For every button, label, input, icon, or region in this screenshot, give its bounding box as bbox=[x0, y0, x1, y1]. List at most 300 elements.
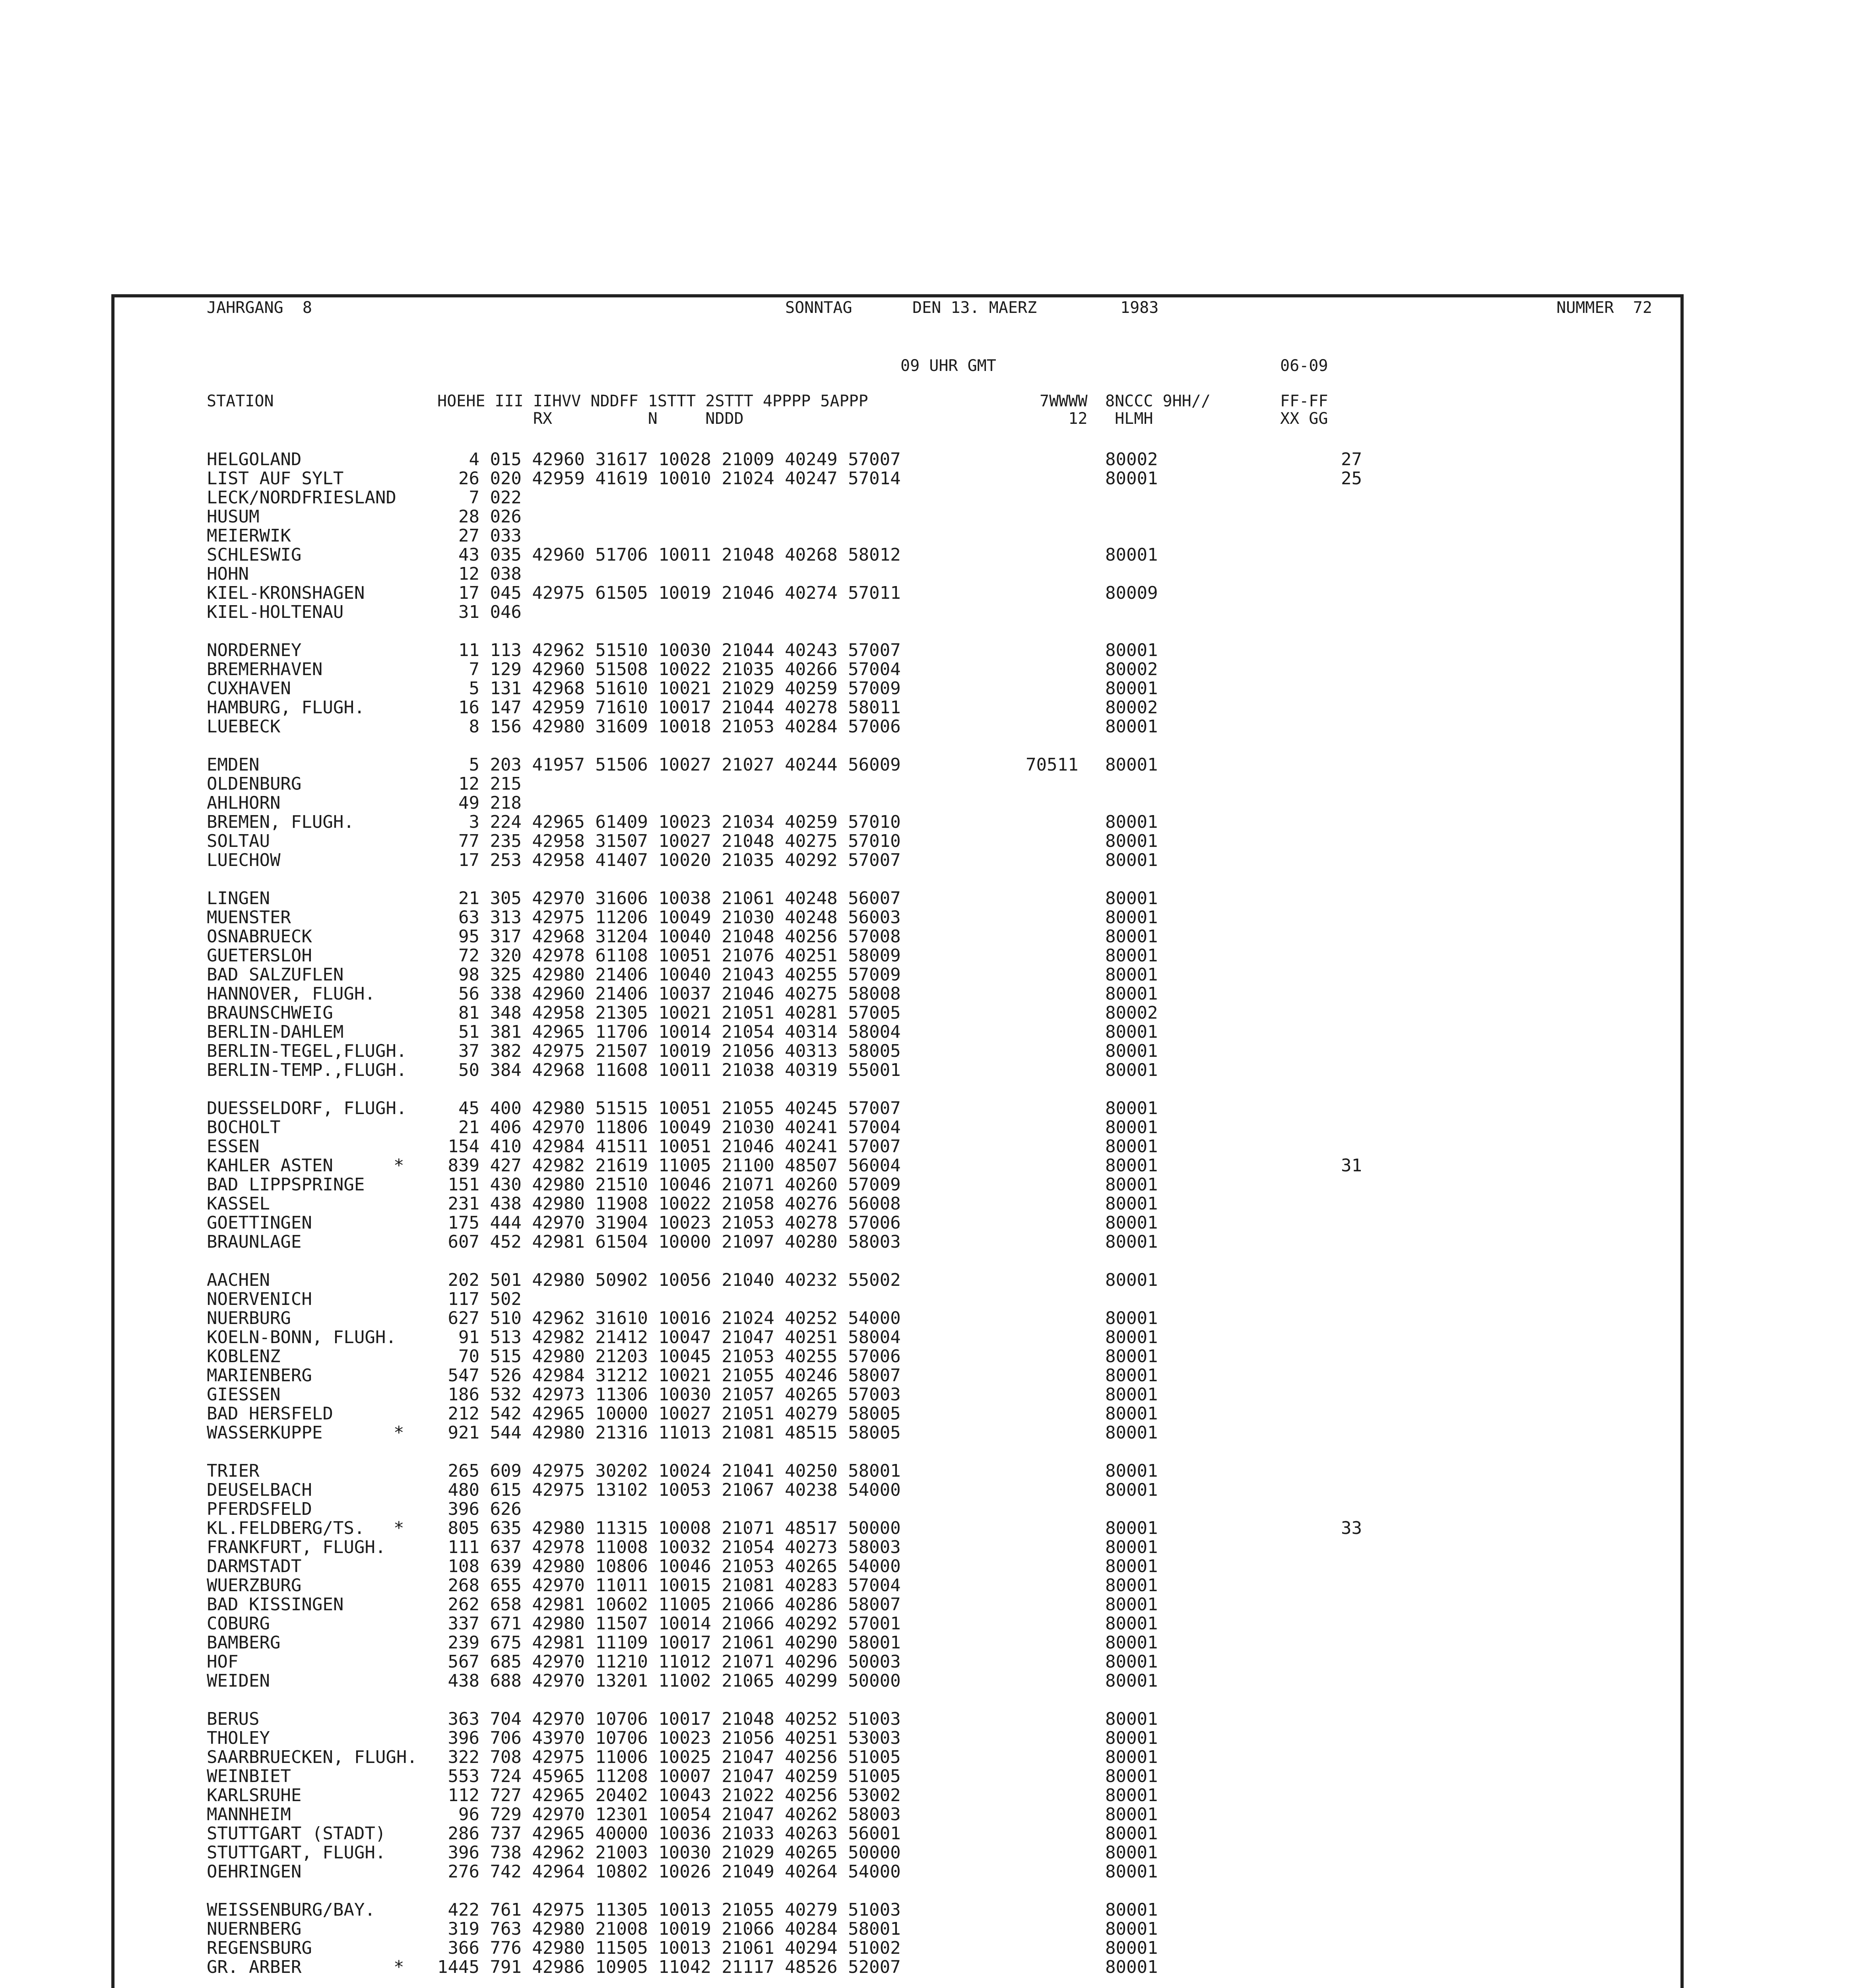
cloud-group: 80001 bbox=[1105, 1747, 1158, 1767]
cloud-group: 80001 bbox=[1105, 1575, 1158, 1596]
cloud-group: 80001 bbox=[1105, 850, 1158, 870]
table-row bbox=[207, 984, 1658, 1004]
synop-values: 72 320 42978 61108 10051 21076 40251 58009 bbox=[437, 945, 901, 966]
cloud-group: 80001 bbox=[1105, 1671, 1158, 1691]
cloud-group: 80001 bbox=[1105, 1728, 1158, 1748]
station-name: BERLIN-TEMP.,FLUGH. bbox=[207, 1060, 407, 1080]
station-name: KIEL-KRONSHAGEN bbox=[207, 583, 365, 603]
table-row bbox=[207, 946, 1658, 965]
synop-values: 5 131 42968 51610 10021 21029 40259 57009 bbox=[437, 678, 901, 699]
table-row bbox=[207, 1023, 1658, 1042]
station-name: DEUSELBACH bbox=[207, 1480, 312, 1500]
table-row bbox=[207, 965, 1658, 984]
table-row bbox=[207, 450, 1658, 469]
station-name: AACHEN bbox=[207, 1270, 270, 1290]
mountain-station-marker: * bbox=[394, 1155, 404, 1176]
table-row bbox=[207, 1710, 1658, 1729]
synop-values: 31 046 bbox=[437, 602, 522, 622]
table-row bbox=[207, 1920, 1658, 1939]
synop-values: 50 384 42968 11608 10011 21038 40319 55001 bbox=[437, 1060, 901, 1080]
station-name: THOLEY bbox=[207, 1728, 270, 1748]
cloud-columns-header-line1: 8NCCC 9HH// bbox=[1105, 392, 1211, 410]
synop-values: 154 410 42984 41511 10051 21046 40241 57007 bbox=[437, 1136, 901, 1157]
station-name: BOCHOLT bbox=[207, 1117, 281, 1138]
station-name: BAD HERSFELD bbox=[207, 1404, 333, 1424]
table-row bbox=[207, 1672, 1658, 1691]
synop-values: 547 526 42984 31212 10021 21055 40246 58007 bbox=[437, 1365, 901, 1386]
table-row bbox=[207, 603, 1658, 622]
station-name: BAMBERG bbox=[207, 1633, 281, 1653]
station-name: HANNOVER, FLUGH. bbox=[207, 984, 375, 1004]
cloud-group: 80001 bbox=[1105, 945, 1158, 966]
cloud-group: 80001 bbox=[1105, 1900, 1158, 1920]
synop-values: 17 253 42958 41407 10020 21035 40292 57007 bbox=[437, 850, 901, 870]
synop-values: 8 156 42980 31609 10018 21053 40284 57006 bbox=[437, 716, 901, 737]
weather-columns-header-line1: 7WWWW bbox=[1040, 392, 1088, 410]
cloud-group: 80001 bbox=[1105, 1556, 1158, 1576]
cloud-group: 80001 bbox=[1105, 1136, 1158, 1157]
synop-values: 396 626 bbox=[437, 1499, 522, 1519]
table-row bbox=[207, 1347, 1658, 1366]
station-name: SCHLESWIG bbox=[207, 545, 302, 565]
table-row bbox=[207, 1538, 1658, 1557]
synop-values: 363 704 42970 10706 10017 21048 40252 51003 bbox=[437, 1709, 901, 1729]
synop-values: 627 510 42962 31610 10016 21024 40252 54000 bbox=[437, 1308, 901, 1328]
synop-values: 27 033 bbox=[437, 526, 522, 546]
station-name: DARMSTADT bbox=[207, 1556, 302, 1576]
cloud-columns-header-line2: HLMH bbox=[1105, 410, 1153, 428]
table-row bbox=[207, 832, 1658, 851]
cloud-group: 80001 bbox=[1105, 468, 1158, 489]
table-row bbox=[207, 1652, 1658, 1672]
table-row bbox=[207, 1500, 1658, 1519]
synop-values: 607 452 42981 61504 10000 21097 40280 58003 bbox=[437, 1232, 901, 1252]
table-row bbox=[207, 1385, 1658, 1404]
synop-values: 212 542 42965 10000 10027 21051 40279 58005 bbox=[437, 1404, 901, 1424]
table-row bbox=[207, 1519, 1658, 1538]
synop-values: 51 381 42965 11706 10014 21054 40314 58004 bbox=[437, 1022, 901, 1042]
cloud-group: 80001 bbox=[1105, 1423, 1158, 1443]
station-name: WEINBIET bbox=[207, 1766, 291, 1786]
synop-values: 567 685 42970 11210 11012 21071 40296 50003 bbox=[437, 1652, 901, 1672]
station-name: KOBLENZ bbox=[207, 1346, 281, 1367]
synop-values: 108 639 42980 10806 10046 21053 40265 54000 bbox=[437, 1556, 901, 1576]
table-row bbox=[207, 488, 1658, 507]
cloud-group: 80001 bbox=[1105, 1308, 1158, 1328]
weather-group: 70511 bbox=[1026, 755, 1079, 775]
synop-values: 239 675 42981 11109 10017 21061 40290 58001 bbox=[437, 1633, 901, 1653]
cloud-group: 80001 bbox=[1105, 1957, 1158, 1977]
station-name: BREMEN, FLUGH. bbox=[207, 812, 354, 832]
synop-values: 4 015 42960 31617 10028 21009 40249 57007 bbox=[437, 449, 901, 470]
station-name: MUENSTER bbox=[207, 907, 291, 928]
table-row bbox=[207, 1233, 1658, 1252]
station-name: OEHRINGEN bbox=[207, 1862, 302, 1882]
table-row bbox=[207, 1462, 1658, 1481]
table-row bbox=[207, 1939, 1658, 1958]
synop-values: 112 727 42965 20402 10043 21022 40256 53002 bbox=[437, 1785, 901, 1806]
cloud-group: 80001 bbox=[1105, 1022, 1158, 1042]
table-row bbox=[207, 1843, 1658, 1862]
table-row bbox=[207, 755, 1658, 775]
table-row bbox=[207, 717, 1658, 736]
cloud-group: 80001 bbox=[1105, 1270, 1158, 1290]
station-name: HOHN bbox=[207, 564, 249, 584]
synop-values: 839 427 42982 21619 11005 21100 48507 56004 bbox=[437, 1155, 901, 1176]
synop-values: 21 406 42970 11806 10049 21030 40241 57004 bbox=[437, 1117, 901, 1138]
synop-values: 98 325 42980 21406 10040 21043 40255 57009 bbox=[437, 965, 901, 985]
table-row bbox=[207, 1748, 1658, 1767]
group-spacer bbox=[207, 1691, 1658, 1710]
wind-gust-header-line1: FF-FF bbox=[1280, 392, 1328, 410]
table-row bbox=[207, 1729, 1658, 1748]
station-name: KL.FELDBERG/TS. bbox=[207, 1518, 365, 1538]
synop-values: 262 658 42981 10602 11005 21066 40286 58007 bbox=[437, 1594, 901, 1615]
synop-values: 319 763 42980 21008 10019 21066 40284 58001 bbox=[437, 1919, 901, 1939]
synop-values: 396 738 42962 21003 10030 21029 40265 50000 bbox=[437, 1842, 901, 1863]
table-row bbox=[207, 1614, 1658, 1633]
table-row bbox=[207, 565, 1658, 584]
synop-values: 63 313 42975 11206 10049 21030 40248 56003 bbox=[437, 907, 901, 928]
cloud-group: 80001 bbox=[1105, 755, 1158, 775]
group-spacer bbox=[207, 870, 1658, 889]
synop-values: 202 501 42980 50902 10056 21040 40232 55002 bbox=[437, 1270, 901, 1290]
table-row bbox=[207, 526, 1658, 546]
synop-values: 91 513 42982 21412 10047 21047 40251 58004 bbox=[437, 1327, 901, 1347]
station-name: TRIER bbox=[207, 1461, 260, 1481]
table-row bbox=[207, 469, 1658, 488]
group-spacer bbox=[207, 1977, 1658, 1988]
table-row bbox=[207, 1175, 1658, 1194]
synop-values: 12 038 bbox=[437, 564, 522, 584]
synop-values: 16 147 42959 71610 10017 21044 40278 58011 bbox=[437, 697, 901, 718]
cloud-group: 80001 bbox=[1105, 1862, 1158, 1882]
table-row bbox=[207, 1366, 1658, 1385]
wind-gust-header-line2: XX GG bbox=[1280, 410, 1328, 428]
station-name: PFERDSFELD bbox=[207, 1499, 312, 1519]
mountain-station-marker: * bbox=[394, 1423, 404, 1443]
group-spacer bbox=[207, 1252, 1658, 1271]
station-name: AHLHORN bbox=[207, 793, 281, 813]
group-spacer bbox=[207, 736, 1658, 755]
station-name: LUEBECK bbox=[207, 716, 281, 737]
synop-values: 117 502 bbox=[437, 1289, 522, 1309]
synop-values: 56 338 42960 21406 10037 21046 40275 58008 bbox=[437, 984, 901, 1004]
station-name: WUERZBURG bbox=[207, 1575, 302, 1596]
cloud-group: 80002 bbox=[1105, 659, 1158, 679]
station-name: GUETERSLOH bbox=[207, 945, 312, 966]
table-row bbox=[207, 1576, 1658, 1595]
synop-values: 231 438 42980 11908 10022 21058 40276 56008 bbox=[437, 1194, 901, 1214]
station-name: HELGOLAND bbox=[207, 449, 302, 470]
table-row bbox=[207, 1786, 1658, 1805]
cloud-group: 80001 bbox=[1105, 1480, 1158, 1500]
table-row bbox=[207, 1118, 1658, 1137]
station-name: SAARBRUECKEN, FLUGH. bbox=[207, 1747, 417, 1767]
cloud-group: 80001 bbox=[1105, 1537, 1158, 1557]
synop-values: 96 729 42970 12301 10054 21047 40262 58003 bbox=[437, 1804, 901, 1825]
cloud-group: 80001 bbox=[1105, 1155, 1158, 1176]
synop-values: 3 224 42965 61409 10023 21034 40259 57010 bbox=[437, 812, 901, 832]
synop-values: 43 035 42960 51706 10011 21048 40268 58012 bbox=[437, 545, 901, 565]
cloud-group: 80001 bbox=[1105, 1098, 1158, 1118]
synop-values: 77 235 42958 31507 10027 21048 40275 57010 bbox=[437, 831, 901, 851]
station-name: SOLTAU bbox=[207, 831, 270, 851]
table-row bbox=[207, 1042, 1658, 1061]
synop-values: 17 045 42975 61505 10019 21046 40274 57011 bbox=[437, 583, 901, 603]
synop-values: 11 113 42962 51510 10030 21044 40243 57007 bbox=[437, 640, 901, 660]
station-name: BERLIN-TEGEL,FLUGH. bbox=[207, 1041, 407, 1061]
issue-number: NUMMER 72 bbox=[1556, 299, 1652, 317]
cloud-group: 80001 bbox=[1105, 1652, 1158, 1672]
station-header: STATION bbox=[207, 392, 274, 410]
date-label: DEN 13. MAERZ bbox=[912, 299, 1037, 317]
synop-values: 276 742 42964 10802 10026 21049 40264 54000 bbox=[437, 1862, 901, 1882]
table-row bbox=[207, 1423, 1658, 1442]
cloud-group: 80001 bbox=[1105, 1346, 1158, 1367]
year-label: 1983 bbox=[1120, 299, 1159, 317]
cloud-group: 80001 bbox=[1105, 1613, 1158, 1634]
cloud-group: 80002 bbox=[1105, 697, 1158, 718]
station-name: COBURG bbox=[207, 1613, 270, 1634]
table-row bbox=[207, 1958, 1658, 1977]
synop-values: 265 609 42975 30202 10024 21041 40250 58001 bbox=[437, 1461, 901, 1481]
station-name: HOF bbox=[207, 1652, 239, 1672]
station-name: MANNHEIM bbox=[207, 1804, 291, 1825]
synop-values: 21 305 42970 31606 10038 21061 40248 56007 bbox=[437, 888, 901, 909]
cloud-group: 80001 bbox=[1105, 907, 1158, 928]
main-columns-header-line2: RX N NDDD bbox=[437, 410, 744, 428]
station-name: BRAUNLAGE bbox=[207, 1232, 302, 1252]
table-row bbox=[207, 1901, 1658, 1920]
station-name: BERUS bbox=[207, 1709, 260, 1729]
cloud-group: 80002 bbox=[1105, 449, 1158, 470]
cloud-group: 80001 bbox=[1105, 1594, 1158, 1615]
table-row bbox=[207, 1481, 1658, 1500]
period-label: 06-09 bbox=[1280, 357, 1328, 375]
group-spacer bbox=[207, 622, 1658, 641]
station-name: ESSEN bbox=[207, 1136, 260, 1157]
synop-values: 28 026 bbox=[437, 507, 522, 527]
synop-values: 151 430 42980 21510 10046 21071 40260 57009 bbox=[437, 1175, 901, 1195]
table-row bbox=[207, 507, 1658, 526]
table-row bbox=[207, 1824, 1658, 1843]
station-table bbox=[207, 450, 1658, 1988]
station-name: LIST AUF SYLT bbox=[207, 468, 344, 489]
synop-values: 366 776 42980 11505 10013 21061 40294 51002 bbox=[437, 1938, 901, 1958]
table-row bbox=[207, 775, 1658, 794]
table-row bbox=[207, 1271, 1658, 1290]
table-row bbox=[207, 584, 1658, 603]
synop-values: 186 532 42973 11306 10030 21057 40265 57003 bbox=[437, 1384, 901, 1405]
cloud-group: 80001 bbox=[1105, 1041, 1158, 1061]
mountain-station-marker: * bbox=[394, 1957, 404, 1977]
table-row bbox=[207, 908, 1658, 927]
wind-gust-value: 33 bbox=[1320, 1518, 1362, 1538]
time-label: 09 UHR GMT bbox=[900, 357, 996, 375]
synop-values: 268 655 42970 11011 10015 21081 40283 57004 bbox=[437, 1575, 901, 1596]
synop-values: 26 020 42959 41619 10010 21024 40247 57014 bbox=[437, 468, 901, 489]
station-name: OSNABRUECK bbox=[207, 926, 312, 947]
cloud-group: 80001 bbox=[1105, 831, 1158, 851]
wind-gust-value: 31 bbox=[1320, 1155, 1362, 1176]
cloud-group: 80001 bbox=[1105, 1919, 1158, 1939]
table-row bbox=[207, 1328, 1658, 1347]
station-name: LECK/NORDFRIESLAND bbox=[207, 487, 396, 508]
station-name: BREMERHAVEN bbox=[207, 659, 323, 679]
station-name: LINGEN bbox=[207, 888, 270, 909]
synop-values: 553 724 45965 11208 10007 21047 40259 51005 bbox=[437, 1766, 901, 1786]
synop-values: 70 515 42980 21203 10045 21053 40255 57006 bbox=[437, 1346, 901, 1367]
station-name: OLDENBURG bbox=[207, 774, 302, 794]
station-name: HUSUM bbox=[207, 507, 260, 527]
station-name: KOELN-BONN, FLUGH. bbox=[207, 1327, 396, 1347]
cloud-group: 80001 bbox=[1105, 1804, 1158, 1825]
station-name: BRAUNSCHWEIG bbox=[207, 1003, 333, 1023]
weekday-label: SONNTAG bbox=[785, 299, 852, 317]
synop-values: 480 615 42975 13102 10053 21067 40238 54000 bbox=[437, 1480, 901, 1500]
synop-values: 286 737 42965 40000 10036 21033 40263 56001 bbox=[437, 1823, 901, 1844]
wind-gust-value: 27 bbox=[1320, 449, 1362, 470]
station-name: NORDERNEY bbox=[207, 640, 302, 660]
station-name: MARIENBERG bbox=[207, 1365, 312, 1386]
cloud-group: 80001 bbox=[1105, 984, 1158, 1004]
table-row bbox=[207, 1213, 1658, 1233]
table-row bbox=[207, 813, 1658, 832]
synop-values: 111 637 42978 11008 10032 21054 40273 58003 bbox=[437, 1537, 901, 1557]
synop-values: 438 688 42970 13201 11002 21065 40299 50000 bbox=[437, 1671, 901, 1691]
cloud-group: 80001 bbox=[1105, 1633, 1158, 1653]
station-name: STUTTGART (STADT) bbox=[207, 1823, 386, 1844]
table-row bbox=[207, 1557, 1658, 1576]
cloud-group: 80001 bbox=[1105, 1785, 1158, 1806]
station-name: CUXHAVEN bbox=[207, 678, 291, 699]
cloud-group: 80001 bbox=[1105, 678, 1158, 699]
cloud-group: 80002 bbox=[1105, 1003, 1158, 1023]
cloud-group: 80001 bbox=[1105, 1175, 1158, 1195]
table-row bbox=[207, 679, 1658, 698]
station-name: BERLIN-DAHLEM bbox=[207, 1022, 344, 1042]
synop-values: 921 544 42980 21316 11013 21081 48515 58005 bbox=[437, 1423, 901, 1443]
cloud-group: 80001 bbox=[1105, 1518, 1158, 1538]
table-row bbox=[207, 546, 1658, 565]
station-name: MEIERWIK bbox=[207, 526, 291, 546]
station-name: KAHLER ASTEN bbox=[207, 1155, 333, 1176]
synop-values: 37 382 42975 21507 10019 21056 40313 58005 bbox=[437, 1041, 901, 1061]
cloud-group: 80001 bbox=[1105, 926, 1158, 947]
station-name: NUERNBERG bbox=[207, 1919, 302, 1939]
table-row bbox=[207, 660, 1658, 679]
synop-values: 95 317 42968 31204 10040 21048 40256 57008 bbox=[437, 926, 901, 947]
table-row bbox=[207, 1309, 1658, 1328]
table-row bbox=[207, 1805, 1658, 1824]
table-row bbox=[207, 1595, 1658, 1614]
cloud-group: 80001 bbox=[1105, 545, 1158, 565]
station-name: BAD SALZUFLEN bbox=[207, 965, 344, 985]
cloud-group: 80001 bbox=[1105, 1404, 1158, 1424]
station-name: WEIDEN bbox=[207, 1671, 270, 1691]
table-row bbox=[207, 1290, 1658, 1309]
weather-columns-header-line2: 12 bbox=[1040, 410, 1088, 428]
station-name: FRANKFURT, FLUGH. bbox=[207, 1537, 386, 1557]
table-row bbox=[207, 641, 1658, 660]
mountain-station-marker: * bbox=[394, 1518, 404, 1538]
table-row bbox=[207, 927, 1658, 946]
cloud-group: 80001 bbox=[1105, 1938, 1158, 1958]
cloud-group: 80001 bbox=[1105, 812, 1158, 832]
synop-values: 81 348 42958 21305 10021 21051 40281 57005 bbox=[437, 1003, 901, 1023]
cloud-group: 80001 bbox=[1105, 965, 1158, 985]
table-row bbox=[207, 851, 1658, 870]
table-row bbox=[207, 1404, 1658, 1423]
table-row bbox=[207, 1633, 1658, 1652]
station-name: BAD KISSINGEN bbox=[207, 1594, 344, 1615]
group-spacer bbox=[207, 1442, 1658, 1462]
synop-values: 12 215 bbox=[437, 774, 522, 794]
cloud-group: 80001 bbox=[1105, 1194, 1158, 1214]
cloud-group: 80001 bbox=[1105, 716, 1158, 737]
cloud-group: 80001 bbox=[1105, 888, 1158, 909]
cloud-group: 80001 bbox=[1105, 1232, 1158, 1252]
station-name: EMDEN bbox=[207, 755, 260, 775]
synop-values: 7 129 42960 51508 10022 21035 40266 57004 bbox=[437, 659, 901, 679]
station-name: GIESSEN bbox=[207, 1384, 281, 1405]
table-row bbox=[207, 794, 1658, 813]
station-name: GOETTINGEN bbox=[207, 1213, 312, 1233]
cloud-group: 80009 bbox=[1105, 583, 1158, 603]
table-row bbox=[207, 1156, 1658, 1175]
synop-values: 805 635 42980 11315 10008 21071 48517 50000 bbox=[437, 1518, 901, 1538]
synop-values: 337 671 42980 11507 10014 21066 40292 57001 bbox=[437, 1613, 901, 1634]
synop-values: 175 444 42970 31904 10023 21053 40278 57006 bbox=[437, 1213, 901, 1233]
station-name: STUTTGART, FLUGH. bbox=[207, 1842, 386, 1863]
cloud-group: 80001 bbox=[1105, 1117, 1158, 1138]
station-name: NOERVENICH bbox=[207, 1289, 312, 1309]
cloud-group: 80001 bbox=[1105, 1709, 1158, 1729]
synop-values: 396 706 43970 10706 10023 21056 40251 53003 bbox=[437, 1728, 901, 1748]
table-row bbox=[207, 1862, 1658, 1881]
cloud-group: 80001 bbox=[1105, 1823, 1158, 1844]
jahrgang-label: JAHRGANG 8 bbox=[207, 299, 312, 317]
station-name: NUERBURG bbox=[207, 1308, 291, 1328]
synop-values: 49 218 bbox=[437, 793, 522, 813]
station-name: KASSEL bbox=[207, 1194, 270, 1214]
synop-values: 5 203 41957 51506 10027 21027 40244 56009 bbox=[437, 755, 901, 775]
station-name: KIEL-HOLTENAU bbox=[207, 602, 344, 622]
station-name: KARLSRUHE bbox=[207, 1785, 302, 1806]
cloud-group: 80001 bbox=[1105, 1060, 1158, 1080]
table-row bbox=[207, 889, 1658, 908]
table-row bbox=[207, 1099, 1658, 1118]
table-row bbox=[207, 1004, 1658, 1023]
synop-values: 422 761 42975 11305 10013 21055 40279 51003 bbox=[437, 1900, 901, 1920]
table-row bbox=[207, 698, 1658, 717]
cloud-group: 80001 bbox=[1105, 1384, 1158, 1405]
station-name: LUECHOW bbox=[207, 850, 281, 870]
synop-values: 322 708 42975 11006 10025 21047 40256 51005 bbox=[437, 1747, 901, 1767]
main-columns-header-line1: HOEHE III IIHVV NDDFF 1STTT 2STTT 4PPPP 5APPP bbox=[437, 392, 868, 410]
station-name: BAD LIPPSPRINGE bbox=[207, 1175, 365, 1195]
synop-values: 1445 791 42986 10905 11042 21117 48526 52007 bbox=[437, 1957, 901, 1977]
wind-gust-value: 25 bbox=[1320, 468, 1362, 489]
cloud-group: 80001 bbox=[1105, 1766, 1158, 1786]
cloud-group: 80001 bbox=[1105, 1842, 1158, 1863]
station-name: REGENSBURG bbox=[207, 1938, 312, 1958]
station-name: WEISSENBURG/BAY. bbox=[207, 1900, 375, 1920]
table-row bbox=[207, 1137, 1658, 1156]
station-name: HAMBURG, FLUGH. bbox=[207, 697, 365, 718]
synop-values: 45 400 42980 51515 10051 21055 40245 57007 bbox=[437, 1098, 901, 1118]
